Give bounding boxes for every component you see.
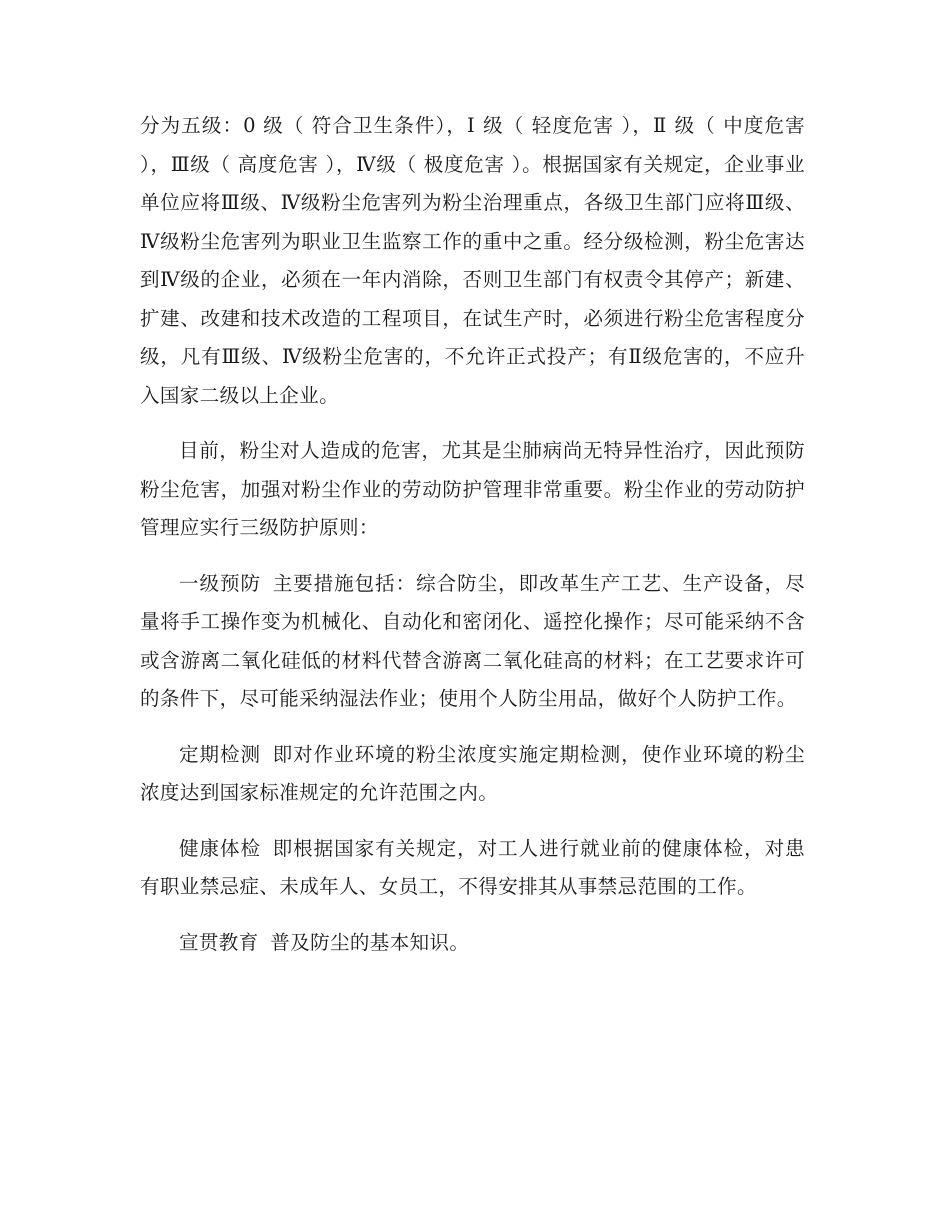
paragraph-lead: 一级预防 xyxy=(179,571,261,595)
paragraph-text: 主要措施包括：综合防尘，即改革生产工艺、生产设备，尽量将手工操作变为机械化、自动化和密闭化、遥控化操作；尽可能采纳不含或含游离二氧化硅低的材料代替含游离二氧化硅高的材料；在工艺要求许可的条件下，尽可能采纳湿法作业；使用个人防尘用品，做好个人防护工作。 xyxy=(140,571,805,710)
paragraph-dust-prevention-intro xyxy=(140,432,805,548)
paragraph-lead: 健康体检 xyxy=(179,836,261,860)
paragraph-dust-hazard-grading xyxy=(140,107,805,415)
paragraph-periodic-testing xyxy=(140,736,805,813)
paragraph-health-checkup xyxy=(140,830,805,907)
paragraph-text: 即根据国家有关规定，对工人进行就业前的健康体检，对患有职业禁忌症、未成年人、女员工，不得安排其从事禁忌范围的工作。 xyxy=(140,836,805,898)
paragraph-education xyxy=(140,924,805,963)
paragraph-lead: 定期检测 xyxy=(179,742,261,766)
paragraph-text: 普及防尘的基本知识。 xyxy=(270,930,470,954)
document-page xyxy=(140,107,805,979)
paragraph-lead: 宣贯教育 xyxy=(179,930,259,954)
paragraph-primary-prevention xyxy=(140,565,805,719)
paragraph-text: 目前，粉尘对人造成的危害，尤其是尘肺病尚无特异性治疗，因此预防粉尘危害，加强对粉尘作业的劳动防护管理非常重要。粉尘作业的劳动防护管理应实行三级防护原则： xyxy=(140,439,805,539)
paragraph-text: 分为五级：0 级（ 符合卫生条件），Ⅰ 级（ 轻度危害 ），Ⅱ 级（ 中度危害 ），Ⅲ级（ 高度危害 ），Ⅳ级（ 极度危害 ）。根据国家有关规定，企业事业单位应将Ⅲ级、Ⅳ级粉尘危害列为粉尘治理重点，各级卫生部门应将Ⅲ级、Ⅳ级粉尘危害列为职业卫生监察工作的重中之重。经分级检测，粉尘危害达到Ⅳ级的企业，必须在一年内消除，否则卫生部门有权责令其停产；新建、扩建、改建和技术改造的工程项目，在试生产时，必须进行粉尘危害程度分级，凡有Ⅲ级、Ⅳ级粉尘危害的，不允许正式投产；有Ⅱ级危害的，不应升入国家二级以上企业。 xyxy=(140,114,805,407)
paragraph-text: 即对作业环境的粉尘浓度实施定期检测，使作业环境的粉尘浓度达到国家标准规定的允许范围之内。 xyxy=(140,742,805,804)
